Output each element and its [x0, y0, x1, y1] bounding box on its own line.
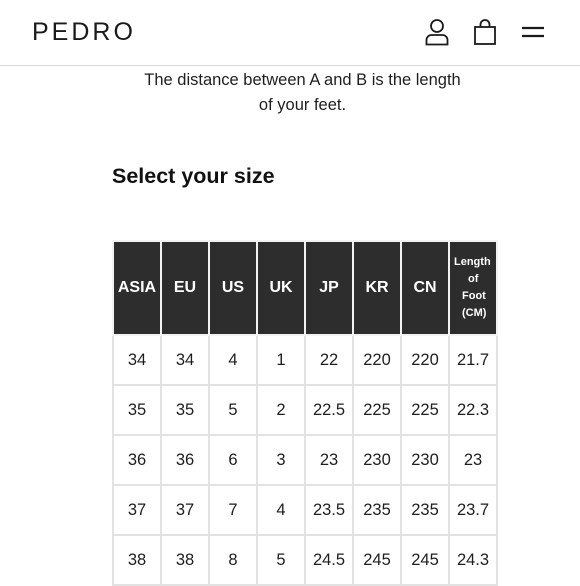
- col-header-foot-length: [449, 241, 497, 335]
- table-cell: 235: [353, 485, 401, 535]
- table-cell: 36: [113, 435, 161, 485]
- table-cell: 4: [209, 335, 257, 385]
- table-cell: 35: [161, 385, 209, 435]
- col-header-us: US: [209, 241, 257, 335]
- col-header-eu: EU: [161, 241, 209, 335]
- table-cell: 8: [209, 535, 257, 585]
- table-cell: 22: [305, 335, 353, 385]
- size-chart-table: [112, 240, 498, 586]
- table-cell: 35: [113, 385, 161, 435]
- table-cell: 37: [161, 485, 209, 535]
- table-cell: 37: [113, 485, 161, 535]
- foot-length-line-3: Foot: [462, 290, 486, 302]
- table-cell: 245: [353, 535, 401, 585]
- foot-length-line-4: (CM): [462, 307, 487, 319]
- table-cell: 245: [401, 535, 449, 585]
- instructions-line-1: The distance between A and B is the length: [144, 71, 461, 89]
- table-row[interactable]: [113, 485, 497, 535]
- table-cell: 4: [257, 485, 305, 535]
- table-cell: 220: [401, 335, 449, 385]
- col-header-asia: ASIA: [113, 241, 161, 335]
- table-cell: 5: [257, 535, 305, 585]
- table-cell: 34: [113, 335, 161, 385]
- table-cell: 34: [161, 335, 209, 385]
- table-cell: 23.5: [305, 485, 353, 535]
- site-header: [0, 0, 580, 66]
- table-cell: 38: [113, 535, 161, 585]
- table-cell: 22.3: [449, 385, 497, 435]
- table-cell: 24.3: [449, 535, 497, 585]
- table-cell: 7: [209, 485, 257, 535]
- table-row[interactable]: [113, 435, 497, 485]
- table-cell: 23: [305, 435, 353, 485]
- table-cell: 225: [353, 385, 401, 435]
- table-header-row: [113, 241, 497, 335]
- table-cell: 225: [401, 385, 449, 435]
- table-cell: 3: [257, 435, 305, 485]
- table-cell: 235: [401, 485, 449, 535]
- instructions-line-2: of your feet.: [258, 96, 347, 114]
- col-header-kr: KR: [353, 241, 401, 335]
- table-cell: 21.7: [449, 335, 497, 385]
- table-cell: 230: [401, 435, 449, 485]
- table-cell: 23.7: [449, 485, 497, 535]
- table-cell: 230: [353, 435, 401, 485]
- table-row[interactable]: [113, 335, 497, 385]
- measurement-instructions: [100, 68, 505, 118]
- table-cell: 6: [209, 435, 257, 485]
- brand-logo[interactable]: PEDRO: [32, 18, 136, 46]
- table-cell: 24.5: [305, 535, 353, 585]
- shopping-bag-icon[interactable]: [472, 18, 498, 46]
- table-cell: 5: [209, 385, 257, 435]
- col-header-cn: CN: [401, 241, 449, 335]
- table-cell: 23: [449, 435, 497, 485]
- col-header-uk: UK: [257, 241, 305, 335]
- menu-icon[interactable]: [520, 18, 546, 46]
- foot-length-line-1: Length: [454, 256, 491, 268]
- table-cell: 38: [161, 535, 209, 585]
- table-row[interactable]: [113, 535, 497, 585]
- table-cell: 2: [257, 385, 305, 435]
- section-title: Select your size: [112, 164, 275, 188]
- table-cell: 36: [161, 435, 209, 485]
- table-cell: 1: [257, 335, 305, 385]
- table-cell: 22.5: [305, 385, 353, 435]
- table-row[interactable]: [113, 385, 497, 435]
- table-cell: 220: [353, 335, 401, 385]
- user-icon[interactable]: [424, 18, 450, 46]
- foot-length-line-2: of: [468, 273, 479, 285]
- size-table-body: [113, 335, 497, 585]
- col-header-jp: JP: [305, 241, 353, 335]
